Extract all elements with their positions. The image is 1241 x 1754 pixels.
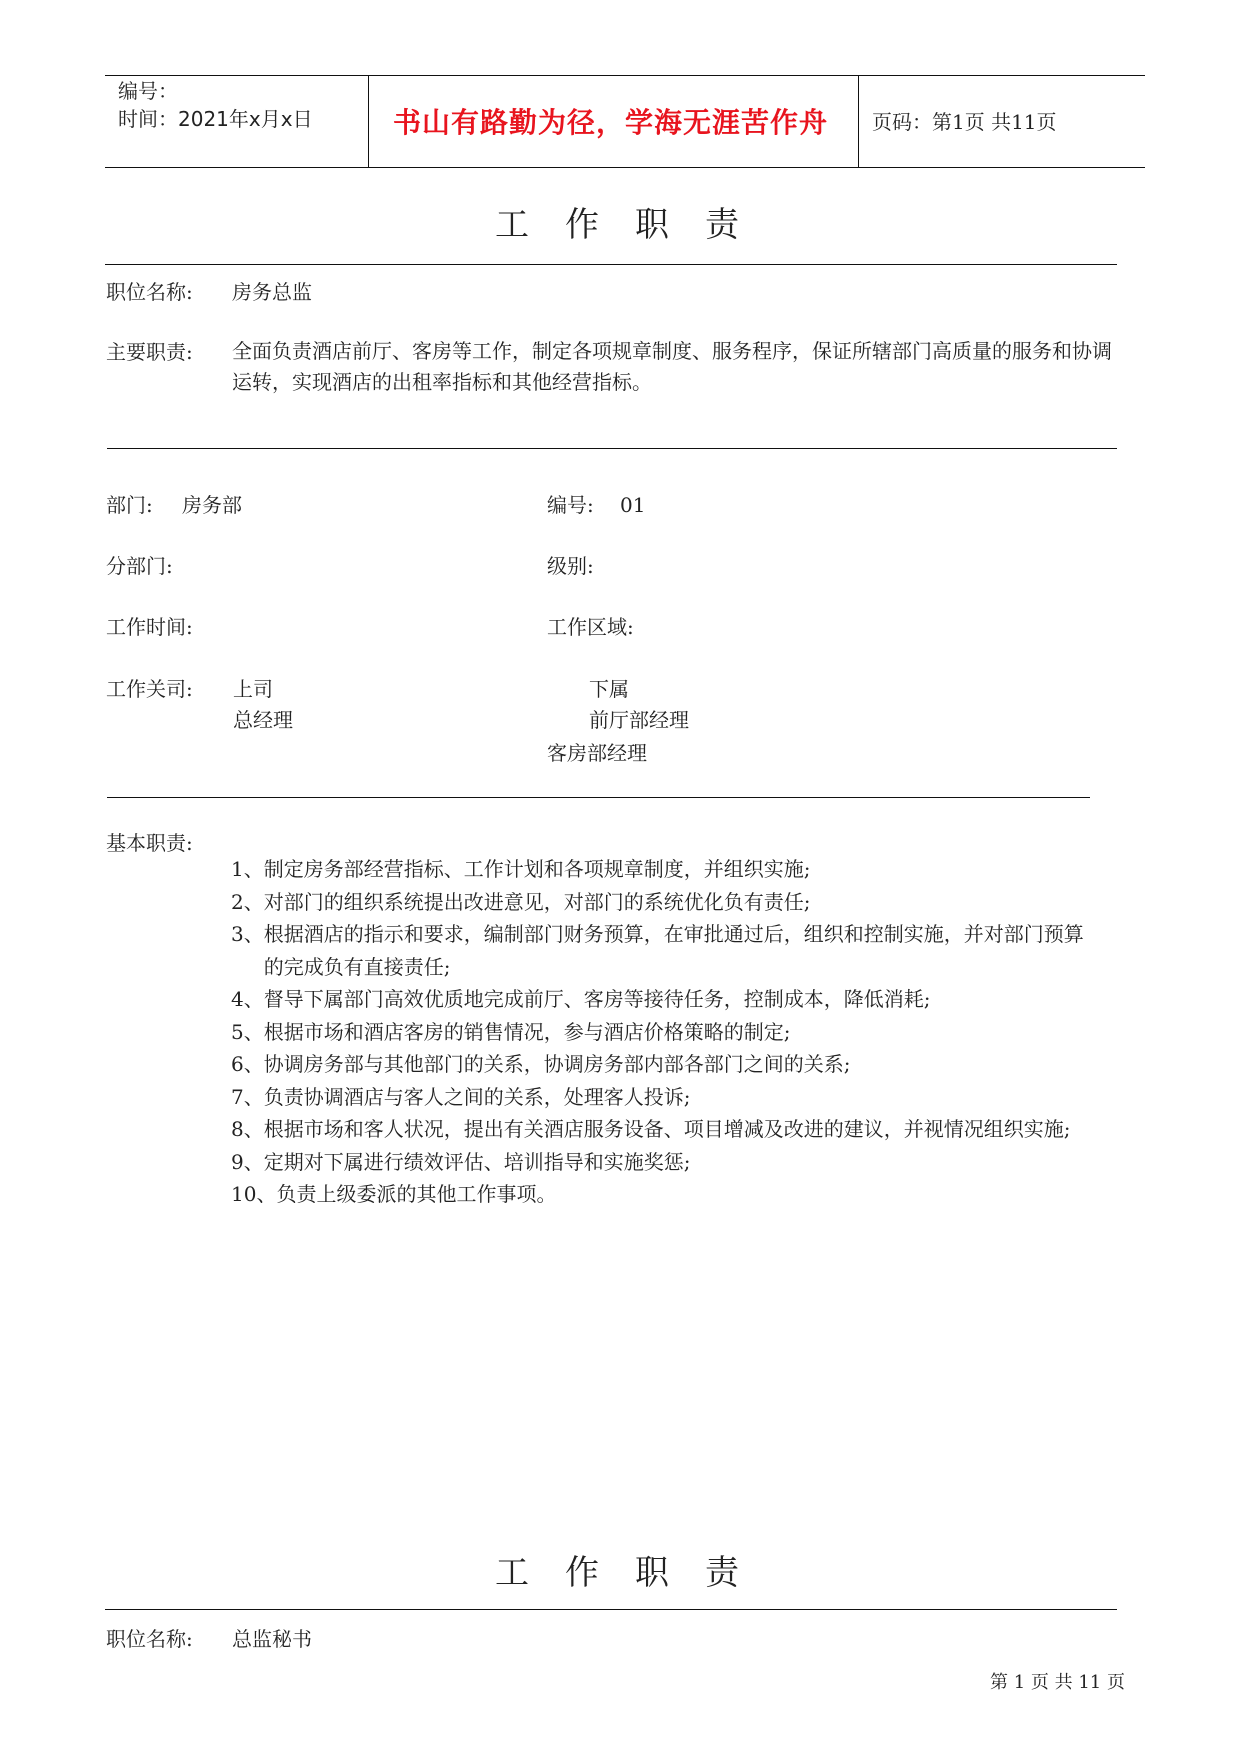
duty-text: 负责协调酒店与客人之间的关系，处理客人投诉; bbox=[263, 1084, 691, 1109]
header-divider-left bbox=[368, 75, 369, 167]
duty-text: 督导下属部门高效优质地完成前厅、客房等接待任务，控制成本，降低消耗; bbox=[263, 987, 931, 1011]
duty-item bbox=[231, 1016, 1091, 1049]
header-bottom-rule bbox=[105, 167, 1145, 168]
duty-number: 10、 bbox=[231, 1182, 277, 1206]
subordinate-item: 客房部经理 bbox=[547, 741, 647, 765]
code-value: 01 bbox=[620, 493, 646, 517]
header-page-label: 页码：第1页 共11页 bbox=[872, 110, 1057, 134]
level-label: 级别: bbox=[547, 554, 594, 578]
header-top-rule bbox=[105, 75, 1145, 76]
section-title: 工作职责 bbox=[495, 205, 775, 245]
duty-number: 6、 bbox=[231, 1052, 264, 1076]
subdept-label: 分部门: bbox=[106, 554, 173, 578]
code-label: 编号: bbox=[547, 493, 594, 517]
duty-text: 负责上级委派的其他工作事项。 bbox=[276, 1182, 557, 1206]
superior-label: 上司 bbox=[233, 677, 273, 701]
duty-text: 制定房务部经营指标、工作计划和各项规章制度，并组织实施; bbox=[263, 857, 811, 881]
duty-item bbox=[231, 886, 1091, 919]
duty-item bbox=[231, 1081, 1091, 1114]
duty-number: 2、 bbox=[231, 889, 264, 914]
position-label-2: 职位名称: bbox=[106, 1627, 193, 1651]
duty-item bbox=[231, 918, 1091, 983]
main-duty-text: 全面负责酒店前厅、客房等工作，制定各项规章制度、服务程序，保证所辖部门高质量的服务和协调运转，实现酒店的出租率指标和其他经营指标。 bbox=[232, 339, 1112, 394]
subordinate-item: 前厅部经理 bbox=[589, 708, 689, 732]
section-rule-1 bbox=[107, 448, 1117, 449]
relation-label: 工作关司: bbox=[106, 677, 193, 701]
duty-item bbox=[231, 983, 1091, 1016]
duty-number: 7、 bbox=[231, 1084, 264, 1109]
duty-text: 对部门的组织系统提出改进意见，对部门的系统优化负有责任; bbox=[263, 889, 811, 914]
duty-item bbox=[231, 1178, 1091, 1211]
header-number-label: 编号： bbox=[118, 79, 178, 103]
position-value-2: 总监秘书 bbox=[232, 1627, 312, 1651]
dept-value: 房务部 bbox=[182, 493, 242, 517]
duty-number: 9、 bbox=[231, 1149, 264, 1174]
superior-value: 总经理 bbox=[233, 708, 293, 732]
position-label: 职位名称: bbox=[106, 280, 193, 304]
title-rule bbox=[105, 264, 1117, 265]
duty-list bbox=[231, 853, 1091, 1211]
area-label: 工作区域: bbox=[547, 615, 634, 639]
duty-number: 1、 bbox=[231, 857, 264, 881]
title-rule-2 bbox=[105, 1609, 1117, 1610]
duty-number: 4、 bbox=[231, 987, 264, 1011]
duty-text: 定期对下属进行绩效评估、培训指导和实施奖惩; bbox=[263, 1149, 691, 1174]
subordinate-label: 下属 bbox=[589, 677, 629, 701]
duty-number: 8、 bbox=[231, 1117, 264, 1141]
duty-item bbox=[231, 1048, 1091, 1081]
section-title-2: 工作职责 bbox=[495, 1553, 775, 1593]
duty-text: 协调房务部与其他部门的关系，协调房务部内部各部门之间的关系; bbox=[263, 1052, 851, 1076]
dept-label: 部门: bbox=[106, 493, 153, 517]
worktime-label: 工作时间: bbox=[106, 615, 193, 639]
main-duty-label: 主要职责: bbox=[106, 340, 193, 364]
duty-number: 5、 bbox=[231, 1019, 264, 1044]
header-divider-right bbox=[858, 75, 859, 167]
header-motto: 书山有路勤为径，学海无涯苦作舟 bbox=[393, 106, 829, 139]
position-value: 房务总监 bbox=[232, 280, 312, 304]
duty-text: 根据酒店的指示和要求，编制部门财务预算，在审批通过后，组织和控制实施，并对部门预算的完成负有直接责任; bbox=[263, 922, 1084, 979]
duty-text: 根据市场和酒店客房的销售情况，参与酒店价格策略的制定; bbox=[263, 1019, 791, 1044]
duty-item bbox=[231, 1146, 1091, 1179]
basic-duties-label: 基本职责: bbox=[106, 831, 193, 855]
duty-number: 3、 bbox=[231, 922, 264, 946]
footer-page-number: 第 1 页 共 11 页 bbox=[990, 1672, 1125, 1693]
duty-item bbox=[231, 853, 1091, 886]
duty-text: 根据市场和客人状况，提出有关酒店服务设备、项目增减及改进的建议，并视情况组织实施; bbox=[263, 1117, 1071, 1141]
duty-item bbox=[231, 1113, 1091, 1146]
header-time-label: 时间：2021年x月x日 bbox=[118, 107, 313, 131]
section-rule-2 bbox=[107, 797, 1090, 798]
